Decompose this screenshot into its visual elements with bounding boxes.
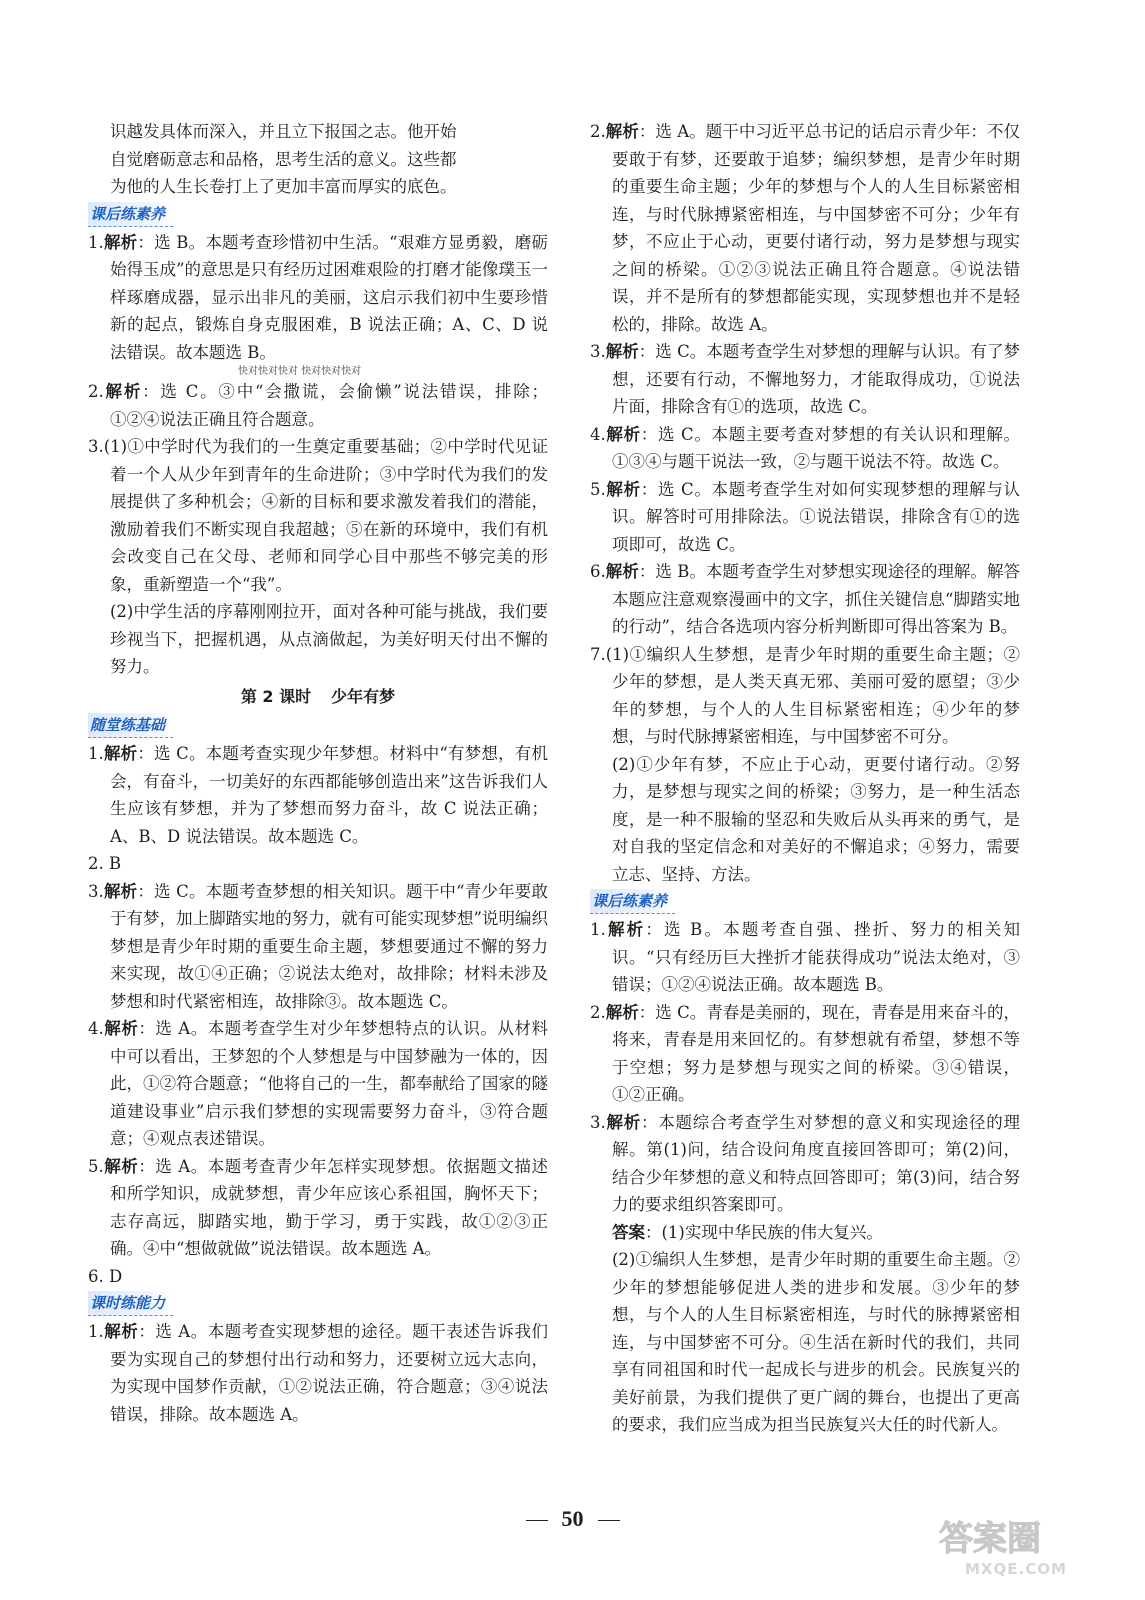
- watermark-logo: [925, 1512, 1125, 1582]
- answer-subpart: (2)①少年有梦，不应止于心动，更要付诸行动。②努力，是梦想与现实之间的桥梁；③努力，是一种生活态度，是一种不服输的坚忍和失败后从头再来的勇气，是对自我的坚定信念和对美好的不懈追求；④努力，需要立志、坚持、方法。: [612, 754, 1020, 884]
- watermark-text: 快对快对快对 快对快对快对: [238, 366, 362, 377]
- intro-line: 自觉磨砺意志和品格，思考生活的意义。这些都: [110, 149, 457, 169]
- answer-item: 3.解析：选 C。本题考查梦想的相关知识。题干中“青少年要敢于有梦，加上脚踏实地的努力，就有可能实现梦想”说明编织梦想是青少年时期的重要生命主题，梦想要通过不懈的努力来实现，故①④正确；②说法太绝对，故排除；材料未涉及梦想和时代紧密相连，故排除③。故本题选 C。: [88, 881, 549, 1011]
- svg-text:答案圈: 答案圈: [939, 1519, 1041, 1559]
- answer-item: 2.解析：选 C。青春是美丽的，现在，青春是用来奋斗的，将来，青春是用来回忆的。有梦想就有希望，梦想不等于空想；努力是梦想与现实之间的桥梁。③④错误，①②正确。: [590, 1002, 1020, 1104]
- page-number: 50: [0, 1506, 1145, 1532]
- answer-item: 7.(1)①编织人生梦想，是青少年时期的重要生命主题；②少年的梦想，是人类天真无邪、美丽可爱的愿望；③少年的梦想，与个人的人生目标紧密相连；④少年的梦想，与时代脉搏紧密相连，与中国梦密不可分。: [590, 644, 1020, 746]
- answer-label: 答案：(1)实现中华民族的伟大复兴。: [612, 1222, 883, 1242]
- answer-item: 4.解析：选 A。本题考查学生对少年梦想特点的认识。从材料中可以看出，王梦恕的个人梦想是与中国梦融为一体的，因此，①②符合题意；“他将自己的一生，都奉献给了国家的隧道建设事业”启示我们梦想的实现需要努力奋斗，③符合题意；④观点表述错误。: [88, 1019, 548, 1148]
- answer-item: 2. B: [88, 854, 122, 873]
- answer-item: 1.解析：选 A。本题考查实现梦想的途径。题干表述告诉我们要为实现自己的梦想付出行动和努力，还要树立远大志向，为实现中国梦作贡献，①②说法正确，符合题意；③④说法错误，排除。故本题选 A。: [88, 1322, 548, 1424]
- left-column: [88, 118, 548, 1428]
- answer-subpart: (2)中学生活的序幕刚刚拉开，面对各种可能与挑战，我们要珍视当下，把握机遇，从点滴做起，为美好明天付出不懈的努力。: [110, 602, 548, 676]
- answer-item: 3.解析：选 C。本题考查学生对梦想的理解与认识。有了梦想，还要有行动，不懈地努力，才能取得成功，①说法片面，排除含有①的选项，故选 C。: [590, 342, 1020, 416]
- answer-item: 6.解析：选 B。本题考查学生对梦想实现途径的理解。解答本题应注意观察漫画中的文字，抓住关键信息“脚踏实地的行动”，结合各选项内容分析判断即可得出答案为 B。: [590, 562, 1021, 636]
- lesson-title: 第 2 课时 少年有梦: [240, 686, 396, 706]
- answer-item: 1.解析：选 B。本题考查自强、挫折、努力的相关知识。“只有经历巨大挫折才能获得成功”说法太绝对，③错误；①②④说法正确。故本题选 B。: [590, 920, 1021, 994]
- answer-item: 1.解析：选 B。本题考查珍惜初中生活。“艰难方显勇毅，磨砺始得玉成”的意思是只有经历过困难艰险的打磨才能像璞玉一样琢磨成器，显示出非凡的美丽，这启示我们初中生要珍惜新的起点，锻炼自身克服困难，B 说法正确；A、C、D 说法错误。故本题选 B。: [88, 232, 548, 362]
- answer-subpart: (2)①编织人生梦想，是青少年时期的重要生命主题。②少年的梦想能够促进人类的进步和发展。③少年的梦想，与个人的人生目标紧密相连，与时代的脉搏紧密相连，与中国梦密不可分。④生活在新时代的我们，共同享有同祖国和时代一起成长与进步的机会。民族复兴的美好前景，为我们提供了更广阔的舞台，也提出了更高的要求，我们应当成为担当民族复兴大任的时代新人。: [612, 1250, 1020, 1434]
- right-column: [590, 118, 1020, 1439]
- intro-line: 为他的人生长卷打上了更加丰富而厚实的底色。: [110, 177, 457, 196]
- section-heading-after-class: 课后练素养: [590, 889, 675, 914]
- answer-item: 2.解析：选 C。③中“会撒谎，会偷懒”说法错误，排除；①②④说法正确且符合题意。: [88, 382, 548, 429]
- answer-item: 4.解析：选 C。本题主要考查对梦想的有关认识和理解。①③④与题干说法一致，②与题干说法不符。故选 C。: [590, 424, 1021, 471]
- answer-item: 6. D: [88, 1266, 123, 1286]
- answer-item: 3.解析：本题综合考查学生对梦想的意义和实现途径的理解。第(1)问，结合设问角度直接回答即可；第(2)问，结合少年梦想的意义和特点回答即可；第(3)问，结合努力的要求组织答案即可。: [590, 1112, 1021, 1214]
- section-heading-after-class: 课后练素养: [88, 202, 173, 227]
- answer-item: 1.解析：选 C。本题考查实现少年梦想。材料中“有梦想，有机会，有奋斗，一切美好的东西都能够创造出来”这告诉我们人生应该有梦想，并为了梦想而努力奋斗，故 C 说法正确；A、B、D 说法错误。故本题选 C。: [88, 744, 549, 846]
- section-heading-ability: 课时练能力: [88, 1291, 173, 1316]
- section-heading-in-class: 随堂练基础: [88, 713, 173, 738]
- answer-item: 3.(1)①中学时代为我们的一生奠定重要基础；②中学时代见证着一个人从少年到青年的生命进阶；③中学时代为我们的发展提供了多种机会；④新的目标和要求激发着我们的潜能，激励着我们不断实现自我超越；⑤在新的环境中，我们有机会改变自己在父母、老师和同学心目中那些不够完美的形象，重新塑造一个“我”。: [88, 437, 548, 594]
- answer-item: 5.解析：选 C。本题考查学生对如何实现梦想的理解与认识。解答时可用排除法。①说法错误，排除含有①的选项即可，故选 C。: [590, 479, 1021, 554]
- answer-item: 2.解析：选 A。题干中习近平总书记的话启示青少年：不仅要敢于有梦，还要敢于追梦；编织梦想，是青少年时期的重要生命主题；少年的梦想与个人的人生目标紧密相连，与时代脉搏紧密相连，与中国梦密不可分；少年有梦，不应止于心动，更要付诸行动，努力是梦想与现实之间的桥梁。①②③说法正确且符合题意。④说法错误，并不是所有的梦想都能实现，实现梦想也并不是轻松的，排除。故选 A。: [590, 122, 1020, 334]
- intro-line: 识越发具体而深入，并且立下报国之志。他开始: [110, 122, 457, 141]
- answer-item: 5.解析：选 A。本题考查青少年怎样实现梦想。依据题文描述和所学知识，成就梦想，青少年应该心系祖国，胸怀天下；志存高远，脚踏实地，勤于学习，勇于实践，故①②③正确。④中“想做就做”说法错误。故本题选 A。: [88, 1156, 548, 1258]
- svg-text:MXQE.COM: MXQE.COM: [965, 1560, 1067, 1578]
